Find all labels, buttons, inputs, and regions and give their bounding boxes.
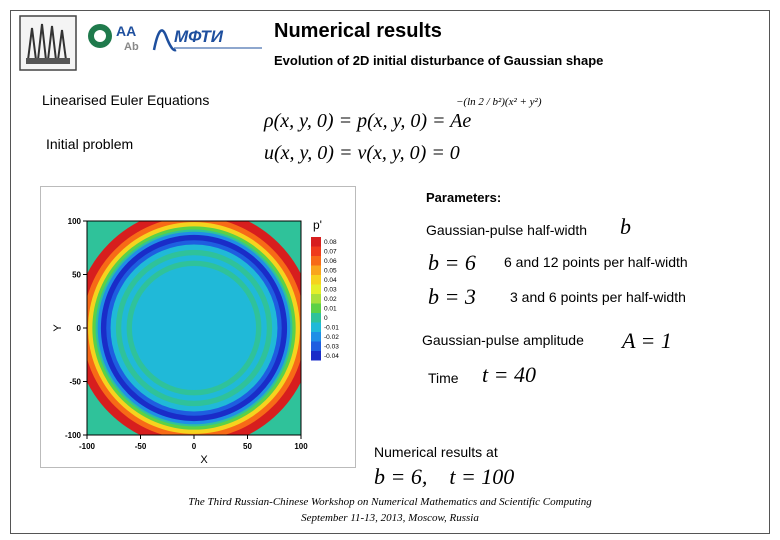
x-tick-label: 0 bbox=[191, 442, 197, 451]
y-tick-label: 50 bbox=[72, 270, 81, 280]
equations-label: Linearised Euler Equations bbox=[42, 92, 210, 108]
parameters-heading: Parameters: bbox=[426, 190, 502, 205]
legend-label: 0.02 bbox=[324, 296, 337, 303]
legend-swatch bbox=[311, 247, 321, 257]
slide-title: Numerical results bbox=[274, 20, 442, 42]
legend-label: -0.03 bbox=[324, 343, 339, 351]
svg-text:Ab: Ab bbox=[124, 41, 139, 53]
svg-text:МФТИ: МФТИ bbox=[174, 27, 223, 46]
rho-formula: ρ(x, y, 0) = p(x, y, 0) = Ae bbox=[264, 110, 472, 132]
amplitude-formula: A = 1 bbox=[622, 328, 672, 353]
y-tick-label: -100 bbox=[64, 431, 81, 440]
legend-label: 0.04 bbox=[324, 277, 337, 284]
legend-label: -0.01 bbox=[324, 324, 339, 332]
results-at-label: Numerical results at bbox=[374, 444, 498, 460]
uv-formula: u(x, y, 0) = v(x, y, 0) = 0 bbox=[264, 142, 460, 164]
legend-label: -0.02 bbox=[324, 334, 339, 341]
x-tick-label: 50 bbox=[243, 442, 252, 451]
legend-title: p' bbox=[313, 218, 322, 232]
initial-problem-label: Initial problem bbox=[46, 136, 134, 152]
heatmap-svg bbox=[41, 187, 357, 469]
legend-swatch bbox=[311, 294, 321, 304]
aa-logo bbox=[86, 18, 148, 54]
amplitude-label: Gaussian-pulse amplitude bbox=[422, 332, 584, 348]
legend-swatch bbox=[311, 332, 321, 342]
legend-label: 0.03 bbox=[324, 286, 337, 294]
results-at-formula: b = 6, t = 100 bbox=[374, 464, 515, 489]
y-tick-label: 100 bbox=[67, 217, 81, 226]
mipt-logo bbox=[150, 16, 270, 56]
x-axis-label: X bbox=[200, 454, 208, 466]
time-formula: t = 40 bbox=[482, 362, 536, 387]
pressure-heatmap-plot bbox=[40, 186, 356, 468]
slide-subtitle: Evolution of 2D initial disturbance of Gaussian shape bbox=[274, 53, 604, 68]
legend-swatch bbox=[311, 256, 321, 266]
legend-swatch bbox=[311, 351, 321, 361]
footer-line-2: September 11-13, 2013, Moscow, Russia bbox=[301, 512, 479, 524]
b3-formula: b = 3 bbox=[428, 284, 476, 309]
legend-label: 0 bbox=[324, 315, 328, 322]
legend-swatch bbox=[311, 237, 321, 247]
legend-label: 0.06 bbox=[324, 258, 337, 265]
time-label: Time bbox=[428, 370, 459, 386]
legend-swatch bbox=[311, 266, 321, 276]
legend-label: 0.05 bbox=[324, 267, 337, 275]
y-tick-label: -50 bbox=[69, 377, 81, 387]
y-axis-label: Y bbox=[52, 324, 64, 332]
legend-swatch bbox=[311, 275, 321, 285]
legend-swatch bbox=[311, 285, 321, 295]
footer-line-1: The Third Russian-Chinese Workshop on Numerical Mathematics and Scientific Computing bbox=[188, 496, 592, 508]
x-tick-label: 100 bbox=[294, 442, 308, 451]
legend-label: 0.08 bbox=[324, 239, 337, 246]
legend-swatch bbox=[311, 313, 321, 323]
inner-disk bbox=[132, 266, 256, 390]
halfwidth-label: Gaussian-pulse half-width bbox=[426, 222, 588, 238]
legend-label: -0.04 bbox=[324, 353, 339, 360]
b3-note: 3 and 6 points per half-width bbox=[510, 289, 686, 305]
y-tick-label: 0 bbox=[76, 324, 81, 333]
legend-swatch bbox=[311, 304, 321, 314]
x-tick-label: -50 bbox=[134, 442, 147, 451]
exponent-formula: −(ln 2 / b²)(x² + y²) bbox=[456, 96, 542, 108]
svg-text:AA: AA bbox=[116, 23, 137, 39]
legend-label: 0.07 bbox=[324, 248, 337, 256]
legend-label: 0.01 bbox=[324, 305, 337, 313]
b6-note: 6 and 12 points per half-width bbox=[504, 254, 688, 270]
legend-swatch bbox=[311, 323, 321, 333]
x-tick-label: -100 bbox=[78, 442, 96, 451]
b6-formula: b = 6 bbox=[428, 250, 476, 275]
university-emblem-logo bbox=[18, 14, 78, 72]
legend-swatch bbox=[311, 342, 321, 352]
halfwidth-symbol: b bbox=[620, 214, 631, 239]
